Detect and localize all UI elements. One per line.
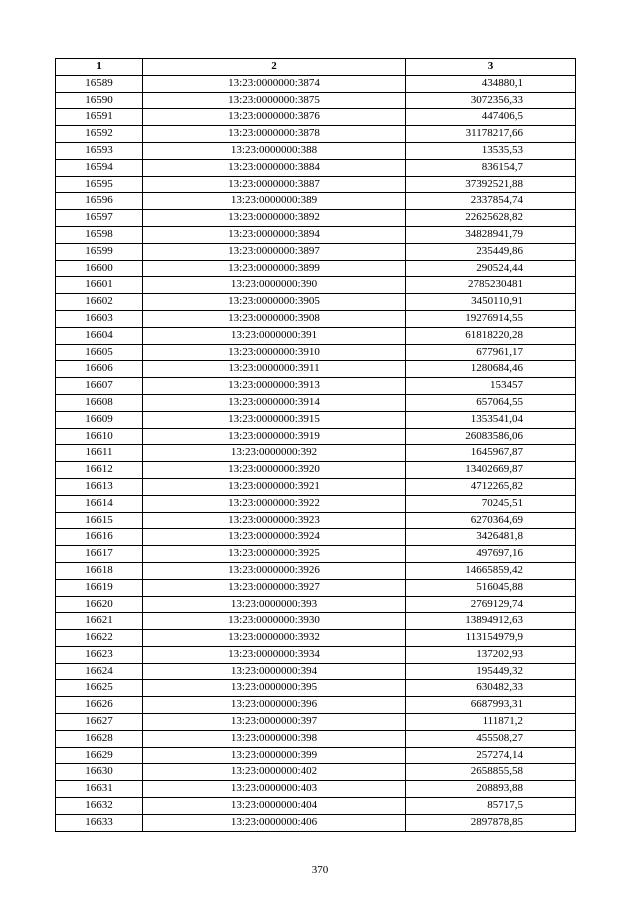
value-cell: 3450110,91 — [406, 294, 576, 311]
cadastral-number-cell: 13:23:0000000:3878 — [143, 126, 406, 143]
table-row — [56, 260, 576, 277]
cadastral-number-cell: 13:23:0000000:403 — [143, 781, 406, 798]
table-row — [56, 378, 576, 395]
value-cell: 111871,2 — [406, 714, 576, 731]
value-cell: 4712265,82 — [406, 478, 576, 495]
row-number-cell: 16600 — [56, 260, 143, 277]
cadastral-number-cell: 13:23:0000000:397 — [143, 714, 406, 731]
cadastral-number-cell: 13:23:0000000:3892 — [143, 210, 406, 227]
cadastral-number-cell: 13:23:0000000:3923 — [143, 512, 406, 529]
value-cell: 434880,1 — [406, 75, 576, 92]
cadastral-number-cell: 13:23:0000000:393 — [143, 596, 406, 613]
cadastral-number-cell: 13:23:0000000:3920 — [143, 462, 406, 479]
table-row — [56, 798, 576, 815]
value-cell: 447406,5 — [406, 109, 576, 126]
value-cell: 2337854,74 — [406, 193, 576, 210]
table-row — [56, 814, 576, 831]
cadastral-number-cell: 13:23:0000000:392 — [143, 445, 406, 462]
cadastral-number-cell: 13:23:0000000:398 — [143, 730, 406, 747]
row-number-cell: 16610 — [56, 428, 143, 445]
value-cell: 6687993,31 — [406, 697, 576, 714]
row-number-cell: 16599 — [56, 243, 143, 260]
cadastral-number-cell: 13:23:0000000:3897 — [143, 243, 406, 260]
cadastral-number-cell: 13:23:0000000:406 — [143, 814, 406, 831]
table-row — [56, 142, 576, 159]
value-cell: 657064,55 — [406, 394, 576, 411]
row-number-cell: 16628 — [56, 730, 143, 747]
cadastral-number-cell: 13:23:0000000:3924 — [143, 529, 406, 546]
value-cell: 2769129,74 — [406, 596, 576, 613]
row-number-cell: 16627 — [56, 714, 143, 731]
value-cell: 235449,86 — [406, 243, 576, 260]
value-cell: 1645967,87 — [406, 445, 576, 462]
row-number-cell: 16617 — [56, 546, 143, 563]
row-number-cell: 16624 — [56, 663, 143, 680]
value-cell: 14665859,42 — [406, 562, 576, 579]
row-number-cell: 16622 — [56, 630, 143, 647]
table-row — [56, 495, 576, 512]
row-number-cell: 16607 — [56, 378, 143, 395]
table-row — [56, 613, 576, 630]
row-number-cell: 16613 — [56, 478, 143, 495]
row-number-cell: 16616 — [56, 529, 143, 546]
row-number-cell: 16604 — [56, 327, 143, 344]
cadastral-number-cell: 13:23:0000000:3913 — [143, 378, 406, 395]
row-number-cell: 16595 — [56, 176, 143, 193]
cadastral-number-cell: 13:23:0000000:3915 — [143, 411, 406, 428]
row-number-cell: 16605 — [56, 344, 143, 361]
row-number-cell: 16633 — [56, 814, 143, 831]
cadastral-number-cell: 13:23:0000000:3926 — [143, 562, 406, 579]
value-cell: 2658855,58 — [406, 764, 576, 781]
value-cell: 70245,51 — [406, 495, 576, 512]
value-cell: 31178217,66 — [406, 126, 576, 143]
table-row — [56, 176, 576, 193]
table-row — [56, 327, 576, 344]
cadastral-number-cell: 13:23:0000000:396 — [143, 697, 406, 714]
column-header-2: 2 — [143, 59, 406, 76]
row-number-cell: 16626 — [56, 697, 143, 714]
value-cell: 195449,32 — [406, 663, 576, 680]
cadastral-number-cell: 13:23:0000000:3921 — [143, 478, 406, 495]
cadastral-number-cell: 13:23:0000000:3876 — [143, 109, 406, 126]
table-row — [56, 546, 576, 563]
table-row — [56, 512, 576, 529]
value-cell: 1280684,46 — [406, 361, 576, 378]
value-cell: 1353541,04 — [406, 411, 576, 428]
cadastral-number-cell: 13:23:0000000:3899 — [143, 260, 406, 277]
row-number-cell: 16609 — [56, 411, 143, 428]
cadastral-number-cell: 13:23:0000000:3910 — [143, 344, 406, 361]
row-number-cell: 16614 — [56, 495, 143, 512]
table-row — [56, 428, 576, 445]
row-number-cell: 16629 — [56, 747, 143, 764]
cadastral-number-cell: 13:23:0000000:395 — [143, 680, 406, 697]
cadastral-number-cell: 13:23:0000000:3932 — [143, 630, 406, 647]
table-row — [56, 663, 576, 680]
table-row — [56, 478, 576, 495]
row-number-cell: 16592 — [56, 126, 143, 143]
row-number-cell: 16601 — [56, 277, 143, 294]
value-cell: 836154,7 — [406, 159, 576, 176]
row-number-cell: 16615 — [56, 512, 143, 529]
row-number-cell: 16625 — [56, 680, 143, 697]
cadastral-number-cell: 13:23:0000000:3905 — [143, 294, 406, 311]
table-row — [56, 445, 576, 462]
cadastral-number-cell: 13:23:0000000:388 — [143, 142, 406, 159]
table-row — [56, 243, 576, 260]
cadastral-number-cell: 13:23:0000000:3930 — [143, 613, 406, 630]
cadastral-number-cell: 13:23:0000000:3884 — [143, 159, 406, 176]
value-cell: 497697,16 — [406, 546, 576, 563]
cadastral-number-cell: 13:23:0000000:3922 — [143, 495, 406, 512]
value-cell: 677961,17 — [406, 344, 576, 361]
cadastral-number-cell: 13:23:0000000:3875 — [143, 92, 406, 109]
value-cell: 26083586,06 — [406, 428, 576, 445]
value-cell: 455508,27 — [406, 730, 576, 747]
table-row — [56, 579, 576, 596]
table-row — [56, 277, 576, 294]
row-number-cell: 16589 — [56, 75, 143, 92]
cadastral-number-cell: 13:23:0000000:404 — [143, 798, 406, 815]
row-number-cell: 16631 — [56, 781, 143, 798]
cadastral-number-cell: 13:23:0000000:3887 — [143, 176, 406, 193]
row-number-cell: 16597 — [56, 210, 143, 227]
table-row — [56, 210, 576, 227]
table-body — [56, 75, 576, 831]
cadastral-number-cell: 13:23:0000000:3919 — [143, 428, 406, 445]
value-cell: 85717,5 — [406, 798, 576, 815]
value-cell: 22625628,82 — [406, 210, 576, 227]
value-cell: 61818220,28 — [406, 327, 576, 344]
cadastral-number-cell: 13:23:0000000:390 — [143, 277, 406, 294]
table-row — [56, 394, 576, 411]
value-cell: 6270364,69 — [406, 512, 576, 529]
value-cell: 37392521,88 — [406, 176, 576, 193]
table-row — [56, 75, 576, 92]
cadastral-number-cell: 13:23:0000000:3927 — [143, 579, 406, 596]
table-row — [56, 714, 576, 731]
value-cell: 113154979,9 — [406, 630, 576, 647]
cadastral-number-cell: 13:23:0000000:3914 — [143, 394, 406, 411]
row-number-cell: 16611 — [56, 445, 143, 462]
value-cell: 13535,53 — [406, 142, 576, 159]
value-cell: 290524,44 — [406, 260, 576, 277]
table-row — [56, 562, 576, 579]
row-number-cell: 16596 — [56, 193, 143, 210]
cadastral-number-cell: 13:23:0000000:402 — [143, 764, 406, 781]
row-number-cell: 16623 — [56, 646, 143, 663]
cadastral-number-cell: 13:23:0000000:394 — [143, 663, 406, 680]
row-number-cell: 16594 — [56, 159, 143, 176]
value-cell: 2897878,85 — [406, 814, 576, 831]
table-row — [56, 630, 576, 647]
column-header-3: 3 — [406, 59, 576, 76]
table-row — [56, 159, 576, 176]
row-number-cell: 16593 — [56, 142, 143, 159]
cadastral-number-cell: 13:23:0000000:3908 — [143, 310, 406, 327]
cadastral-number-cell: 13:23:0000000:3894 — [143, 226, 406, 243]
row-number-cell: 16612 — [56, 462, 143, 479]
row-number-cell: 16630 — [56, 764, 143, 781]
value-cell: 13894912,63 — [406, 613, 576, 630]
table-row — [56, 361, 576, 378]
row-number-cell: 16606 — [56, 361, 143, 378]
row-number-cell: 16621 — [56, 613, 143, 630]
cadastral-number-cell: 13:23:0000000:399 — [143, 747, 406, 764]
cadastral-number-cell: 13:23:0000000:391 — [143, 327, 406, 344]
row-number-cell: 16591 — [56, 109, 143, 126]
table-row — [56, 411, 576, 428]
value-cell: 137202,93 — [406, 646, 576, 663]
value-cell: 2785230481 — [406, 277, 576, 294]
cadastral-number-cell: 13:23:0000000:3874 — [143, 75, 406, 92]
column-header-1: 1 — [56, 59, 143, 76]
data-table — [55, 58, 576, 832]
table-row — [56, 294, 576, 311]
value-cell: 3072356,33 — [406, 92, 576, 109]
table-row — [56, 126, 576, 143]
value-cell: 19276914,55 — [406, 310, 576, 327]
table-row — [56, 747, 576, 764]
table-row — [56, 680, 576, 697]
table-header-row — [56, 59, 576, 76]
value-cell: 257274,14 — [406, 747, 576, 764]
row-number-cell: 16608 — [56, 394, 143, 411]
value-cell: 630482,33 — [406, 680, 576, 697]
cadastral-number-cell: 13:23:0000000:3925 — [143, 546, 406, 563]
cadastral-number-cell: 13:23:0000000:3911 — [143, 361, 406, 378]
table-row — [56, 697, 576, 714]
table-row — [56, 646, 576, 663]
table-row — [56, 109, 576, 126]
row-number-cell: 16598 — [56, 226, 143, 243]
row-number-cell: 16619 — [56, 579, 143, 596]
table-row — [56, 462, 576, 479]
table-row — [56, 226, 576, 243]
row-number-cell: 16590 — [56, 92, 143, 109]
value-cell: 13402669,87 — [406, 462, 576, 479]
row-number-cell: 16632 — [56, 798, 143, 815]
table-row — [56, 529, 576, 546]
row-number-cell: 16602 — [56, 294, 143, 311]
table-row — [56, 596, 576, 613]
table-row — [56, 730, 576, 747]
value-cell: 3426481,8 — [406, 529, 576, 546]
value-cell: 208893,88 — [406, 781, 576, 798]
table-row — [56, 193, 576, 210]
table-row — [56, 310, 576, 327]
value-cell: 34828941,79 — [406, 226, 576, 243]
table-row — [56, 781, 576, 798]
table-row — [56, 344, 576, 361]
table-row — [56, 764, 576, 781]
cadastral-number-cell: 13:23:0000000:3934 — [143, 646, 406, 663]
value-cell: 516045,88 — [406, 579, 576, 596]
page-number: 370 — [311, 864, 329, 876]
value-cell: 153457 — [406, 378, 576, 395]
row-number-cell: 16618 — [56, 562, 143, 579]
row-number-cell: 16620 — [56, 596, 143, 613]
table-row — [56, 92, 576, 109]
row-number-cell: 16603 — [56, 310, 143, 327]
cadastral-number-cell: 13:23:0000000:389 — [143, 193, 406, 210]
